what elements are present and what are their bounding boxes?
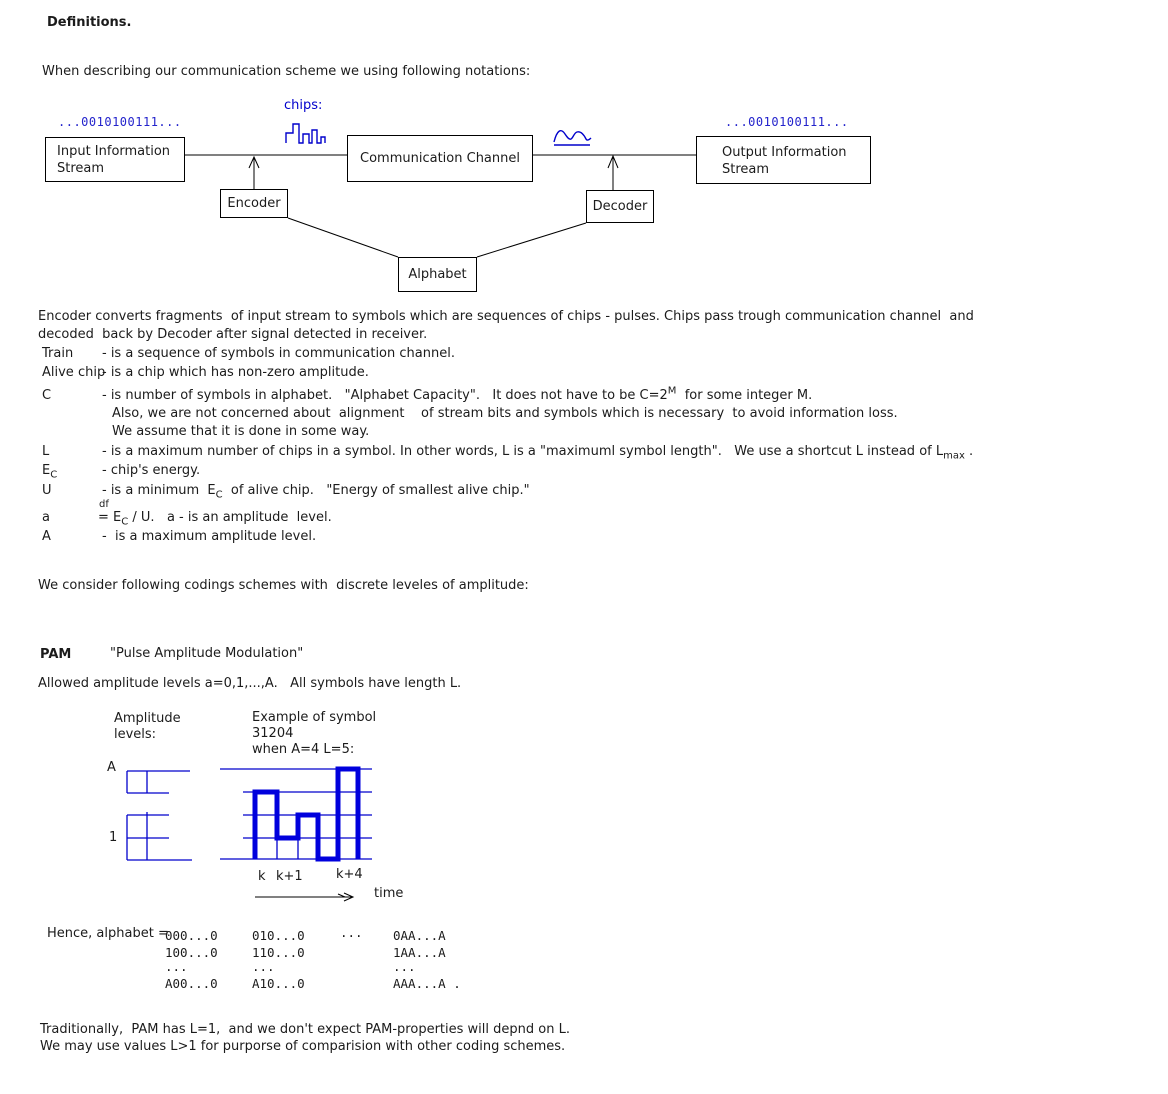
- term-ec: $E_C$: [42, 463, 58, 481]
- superscript-m: M: [667, 385, 677, 397]
- def-c-line3: We assume that it is done in some way.: [112, 424, 370, 439]
- alphabet-ellipsis: ...: [340, 925, 363, 940]
- paragraph-line-2: decoded back by Decoder after signal detected in receiver.: [38, 327, 428, 342]
- subscript-c: C: [50, 469, 58, 481]
- term-u: U: [42, 483, 52, 498]
- tick-k: k: [258, 869, 266, 884]
- def-train: - is a sequence of symbols in communication channel.: [102, 346, 455, 361]
- term-l: L: [42, 444, 50, 459]
- term-c: C: [42, 388, 52, 403]
- alphabet-cell: ...: [393, 959, 416, 974]
- alphabet-cell: A10...0: [252, 976, 305, 991]
- pam-subtitle: "Pulse Amplitude Modulation": [110, 646, 304, 661]
- chips-label: chips:: [284, 98, 323, 113]
- def-c-line1: - is number of symbols in alphabet. "Alphabet Capacity". It does not have to be $C=2^M$ for some integer M.: [102, 385, 813, 403]
- example-caption-1: Example of symbol: [252, 710, 377, 725]
- signal-wave-icon: [554, 131, 591, 145]
- def-u: - is a minimum $E_C$ of alive chip. "Energy of smallest alive chip.": [102, 483, 530, 501]
- alphabet-equals-label: Hence, alphabet =: [47, 926, 169, 941]
- def-c-line2: Also, we are not concerned about alignment of stream bits and symbols which is necessary to avoid information loss.: [112, 406, 898, 421]
- alphabet-cell: 000...0: [165, 928, 218, 943]
- subscript-max: max: [943, 450, 965, 462]
- def-alive-chip: - is a chip which has non-zero amplitude.: [102, 365, 369, 380]
- amplitude-levels-label-2: levels:: [114, 727, 157, 742]
- alphabet-cell: A00...0: [165, 976, 218, 991]
- time-axis-label: time: [374, 886, 404, 901]
- footer-line-1: Traditionally, PAM has L=1, and we don't expect PAM-properties will depnd on L.: [40, 1022, 570, 1037]
- page-title: Definitions.: [47, 15, 132, 30]
- chips-icon: [286, 124, 325, 143]
- amplitude-levels-grid: [127, 771, 192, 860]
- term-amax: A: [42, 529, 51, 544]
- time-arrow: [255, 893, 353, 901]
- example-caption-3: when A=4 L=5:: [252, 742, 355, 757]
- axis-label-1: 1: [109, 830, 118, 845]
- tick-k1: k+1: [276, 869, 303, 884]
- subscript-c: C: [121, 516, 129, 528]
- def-l: - is a maximum number of chips in a symbol. In other words, L is a "maximuml symbol length". We use a shortcut L instead of $L_{max}$ .: [102, 444, 974, 462]
- pam-heading: PAM: [40, 647, 72, 662]
- alphabet-cell: 0AA...A: [393, 928, 446, 943]
- consider-line: We consider following codings schemes with discrete leveles of amplitude:: [38, 578, 529, 593]
- alphabet-cell: 100...0: [165, 945, 218, 960]
- paragraph-line-1: Encoder converts fragments of input stream to symbols which are sequences of chips - pulses. Chips pass trough communication channel and: [38, 309, 974, 324]
- term-train: Train: [42, 346, 74, 361]
- pam-waveform: [255, 769, 358, 859]
- tick-k4: k+4: [336, 867, 363, 882]
- example-caption-2: 31204: [252, 726, 294, 741]
- amplitude-levels-label-1: Amplitude: [114, 711, 181, 726]
- alphabet-cell: 110...0: [252, 945, 305, 960]
- term-alive-chip: Alive chip: [42, 365, 106, 380]
- output-bitstream-label: ...0010100111...: [725, 115, 849, 129]
- alphabet-cell: ...: [165, 959, 188, 974]
- alphabet-cell: 1AA...A: [393, 945, 446, 960]
- def-ec: - chip's energy.: [102, 463, 201, 478]
- term-a: a: [42, 510, 50, 525]
- df-equals: df =: [98, 499, 109, 525]
- axis-label-A: A: [107, 760, 116, 775]
- communication-channel-box: Communication Channel: [347, 135, 533, 182]
- def-amax: - is a maximum amplitude level.: [102, 529, 317, 544]
- input-stream-box: Input Information Stream: [45, 137, 185, 182]
- footer-line-2: We may use values L>1 for purporse of comparision with other coding schemes.: [40, 1039, 566, 1054]
- alphabet-box: Alphabet: [398, 257, 477, 292]
- decoder-box: Decoder: [586, 190, 654, 223]
- def-a: df = $E_C$ / U. a - is an amplitude level.: [98, 499, 332, 528]
- output-stream-box: Output Information Stream: [696, 136, 871, 184]
- pam-allowed-levels: Allowed amplitude levels a=0,1,...,A. All symbols have length L.: [38, 676, 462, 691]
- alphabet-cell: ...: [252, 959, 275, 974]
- intro-line: When describing our communication scheme we using following notations:: [42, 64, 531, 79]
- subscript-c: C: [215, 489, 223, 501]
- alphabet-cell: 010...0: [252, 928, 305, 943]
- pam-figure: [95, 748, 415, 918]
- encoder-box: Encoder: [220, 189, 288, 218]
- input-bitstream-label: ...0010100111...: [58, 115, 182, 129]
- alphabet-cell: AAA...A .: [393, 976, 461, 991]
